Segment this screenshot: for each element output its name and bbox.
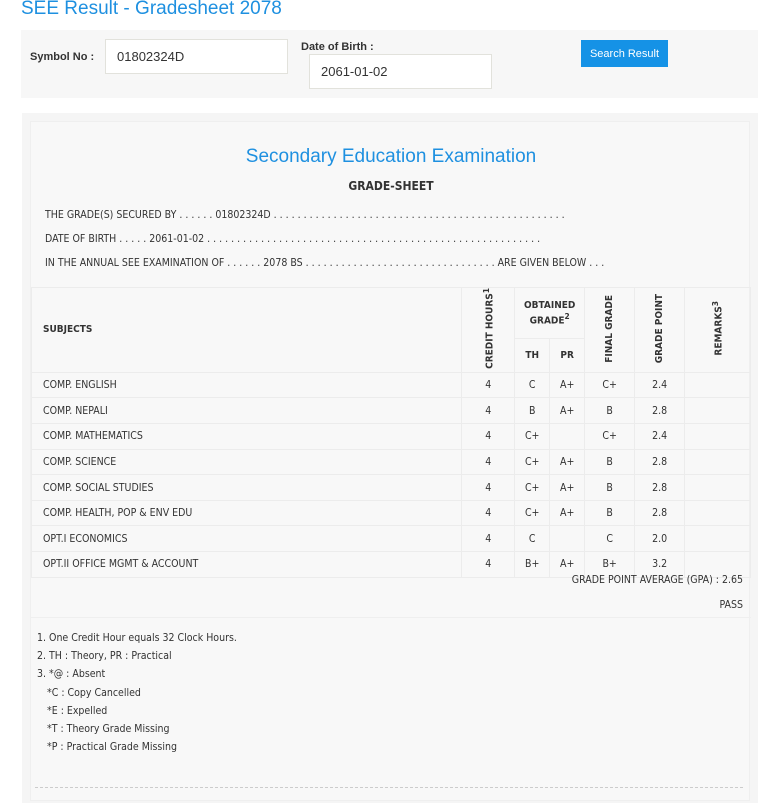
symbol-label: Symbol No : <box>30 51 95 63</box>
cell-subject: COMP. NEPALI <box>32 398 462 424</box>
secured-by-line: THE GRADE(S) SECURED BY . . . . . . 01802324D . . . . . . . . . . . . . . . . . . . . . . . . . . . . . . . . . . . . . . . . . . . . . . . . . <box>45 209 565 221</box>
cell-final: C+ <box>585 424 635 450</box>
cell-subject: COMP. HEALTH, POP & ENV EDU <box>32 500 462 526</box>
table-row <box>32 475 751 501</box>
grade-table <box>31 287 751 578</box>
cell-remarks <box>685 475 751 501</box>
exam-line: IN THE ANNUAL SEE EXAMINATION OF . . . . . . 2078 BS . . . . . . . . . . . . . . . . . . . . . . . . . . . . . . . . ARE GIVEN BELOW . . . <box>45 257 605 269</box>
cell-point: 2.4 <box>635 372 685 398</box>
dob-line: DATE OF BIRTH . . . . . 2061-01-02 . . . . . . . . . . . . . . . . . . . . . . . . . . . . . . . . . . . . . . . . . . . . . . . . . . . . . . . . <box>45 233 541 245</box>
note: 2. TH : Theory, PR : Practical <box>37 650 172 663</box>
cell-credit: 4 <box>462 424 515 450</box>
header-credit: CREDIT HOURS$^1$ <box>462 288 515 373</box>
divider <box>35 787 743 788</box>
cell-pr: A+ <box>550 449 585 475</box>
table-row <box>32 398 751 424</box>
table-row <box>32 526 751 552</box>
cell-th: C <box>515 526 550 552</box>
cell-th: C+ <box>515 500 550 526</box>
cell-credit: 4 <box>462 526 515 552</box>
header-subjects: SUBJECTS <box>32 288 462 373</box>
gradesheet-panel <box>22 113 758 803</box>
result-status: PASS <box>719 599 743 611</box>
cell-credit: 4 <box>462 398 515 424</box>
header-th: TH <box>515 339 550 373</box>
cell-credit: 4 <box>462 372 515 398</box>
cell-point: 2.8 <box>635 500 685 526</box>
table-row <box>32 449 751 475</box>
note: *C : Copy Cancelled <box>47 686 141 699</box>
cell-remarks <box>685 372 751 398</box>
cell-pr <box>550 424 585 450</box>
cell-subject: COMP. SOCIAL STUDIES <box>32 475 462 501</box>
note: *T : Theory Grade Missing <box>47 723 170 736</box>
cell-pr: A+ <box>550 500 585 526</box>
cell-th: C+ <box>515 424 550 450</box>
cell-final: C+ <box>585 372 635 398</box>
cell-pr: A+ <box>550 398 585 424</box>
cell-subject: COMP. ENGLISH <box>32 372 462 398</box>
cell-point: 2.4 <box>635 424 685 450</box>
header-remarks: REMARKS$^3$ <box>685 288 751 373</box>
dob-label: Date of Birth : <box>301 41 374 53</box>
cell-point: 2.8 <box>635 475 685 501</box>
header-point: GRADE POINT <box>635 288 685 373</box>
cell-pr: A+ <box>550 475 585 501</box>
cell-credit: 4 <box>462 475 515 501</box>
page-title: SEE Result - Gradesheet 2078 <box>21 0 282 19</box>
cell-final: B <box>585 475 635 501</box>
cell-credit: 4 <box>462 449 515 475</box>
cell-final: B <box>585 500 635 526</box>
table-row <box>32 372 751 398</box>
cell-remarks <box>685 449 751 475</box>
header-pr: PR <box>550 339 585 373</box>
note: *P : Practical Grade Missing <box>47 741 177 754</box>
cell-credit: 4 <box>462 552 515 578</box>
cell-final: B <box>585 398 635 424</box>
cell-th: C <box>515 372 550 398</box>
note: *E : Expelled <box>47 704 108 717</box>
gpa-text: GRADE POINT AVERAGE (GPA) : 2.65 <box>571 574 743 586</box>
cell-subject: OPT.II OFFICE MGMT & ACCOUNT <box>32 552 462 578</box>
cell-pr: A+ <box>550 372 585 398</box>
notes <box>31 617 751 797</box>
cell-point: 3.2 <box>635 552 685 578</box>
cell-point: 2.0 <box>635 526 685 552</box>
cell-pr <box>550 526 585 552</box>
cell-remarks <box>685 526 751 552</box>
symbol-input[interactable]: 01802324D <box>105 39 288 74</box>
cell-pr: A+ <box>550 552 585 578</box>
note: 3. *@ : Absent <box>37 668 106 681</box>
cell-credit: 4 <box>462 500 515 526</box>
cell-subject: COMP. SCIENCE <box>32 449 462 475</box>
cell-final: C <box>585 526 635 552</box>
cell-final: B <box>585 449 635 475</box>
search-result-button[interactable]: Search Result <box>581 40 668 67</box>
header-final: FINAL GRADE <box>585 288 635 373</box>
cell-point: 2.8 <box>635 449 685 475</box>
gradesheet-heading: GRADE-SHEET <box>348 179 434 193</box>
cell-subject: OPT.I ECONOMICS <box>32 526 462 552</box>
search-form <box>21 30 758 98</box>
cell-th: B+ <box>515 552 550 578</box>
cell-th: C+ <box>515 449 550 475</box>
header-obtained: OBTAINED GRADE$^2$ <box>515 288 585 339</box>
dob-input[interactable]: 2061-01-02 <box>309 54 492 89</box>
table-row <box>32 424 751 450</box>
cell-final: B+ <box>585 552 635 578</box>
cell-remarks <box>685 424 751 450</box>
cell-remarks <box>685 398 751 424</box>
cell-point: 2.8 <box>635 398 685 424</box>
table-row <box>32 500 751 526</box>
cell-th: B <box>515 398 550 424</box>
cell-subject: COMP. MATHEMATICS <box>32 424 462 450</box>
note: 1. One Credit Hour equals 32 Clock Hours. <box>37 632 237 644</box>
cell-th: C+ <box>515 475 550 501</box>
cell-remarks <box>685 500 751 526</box>
exam-heading: Secondary Education Examination <box>245 146 537 167</box>
